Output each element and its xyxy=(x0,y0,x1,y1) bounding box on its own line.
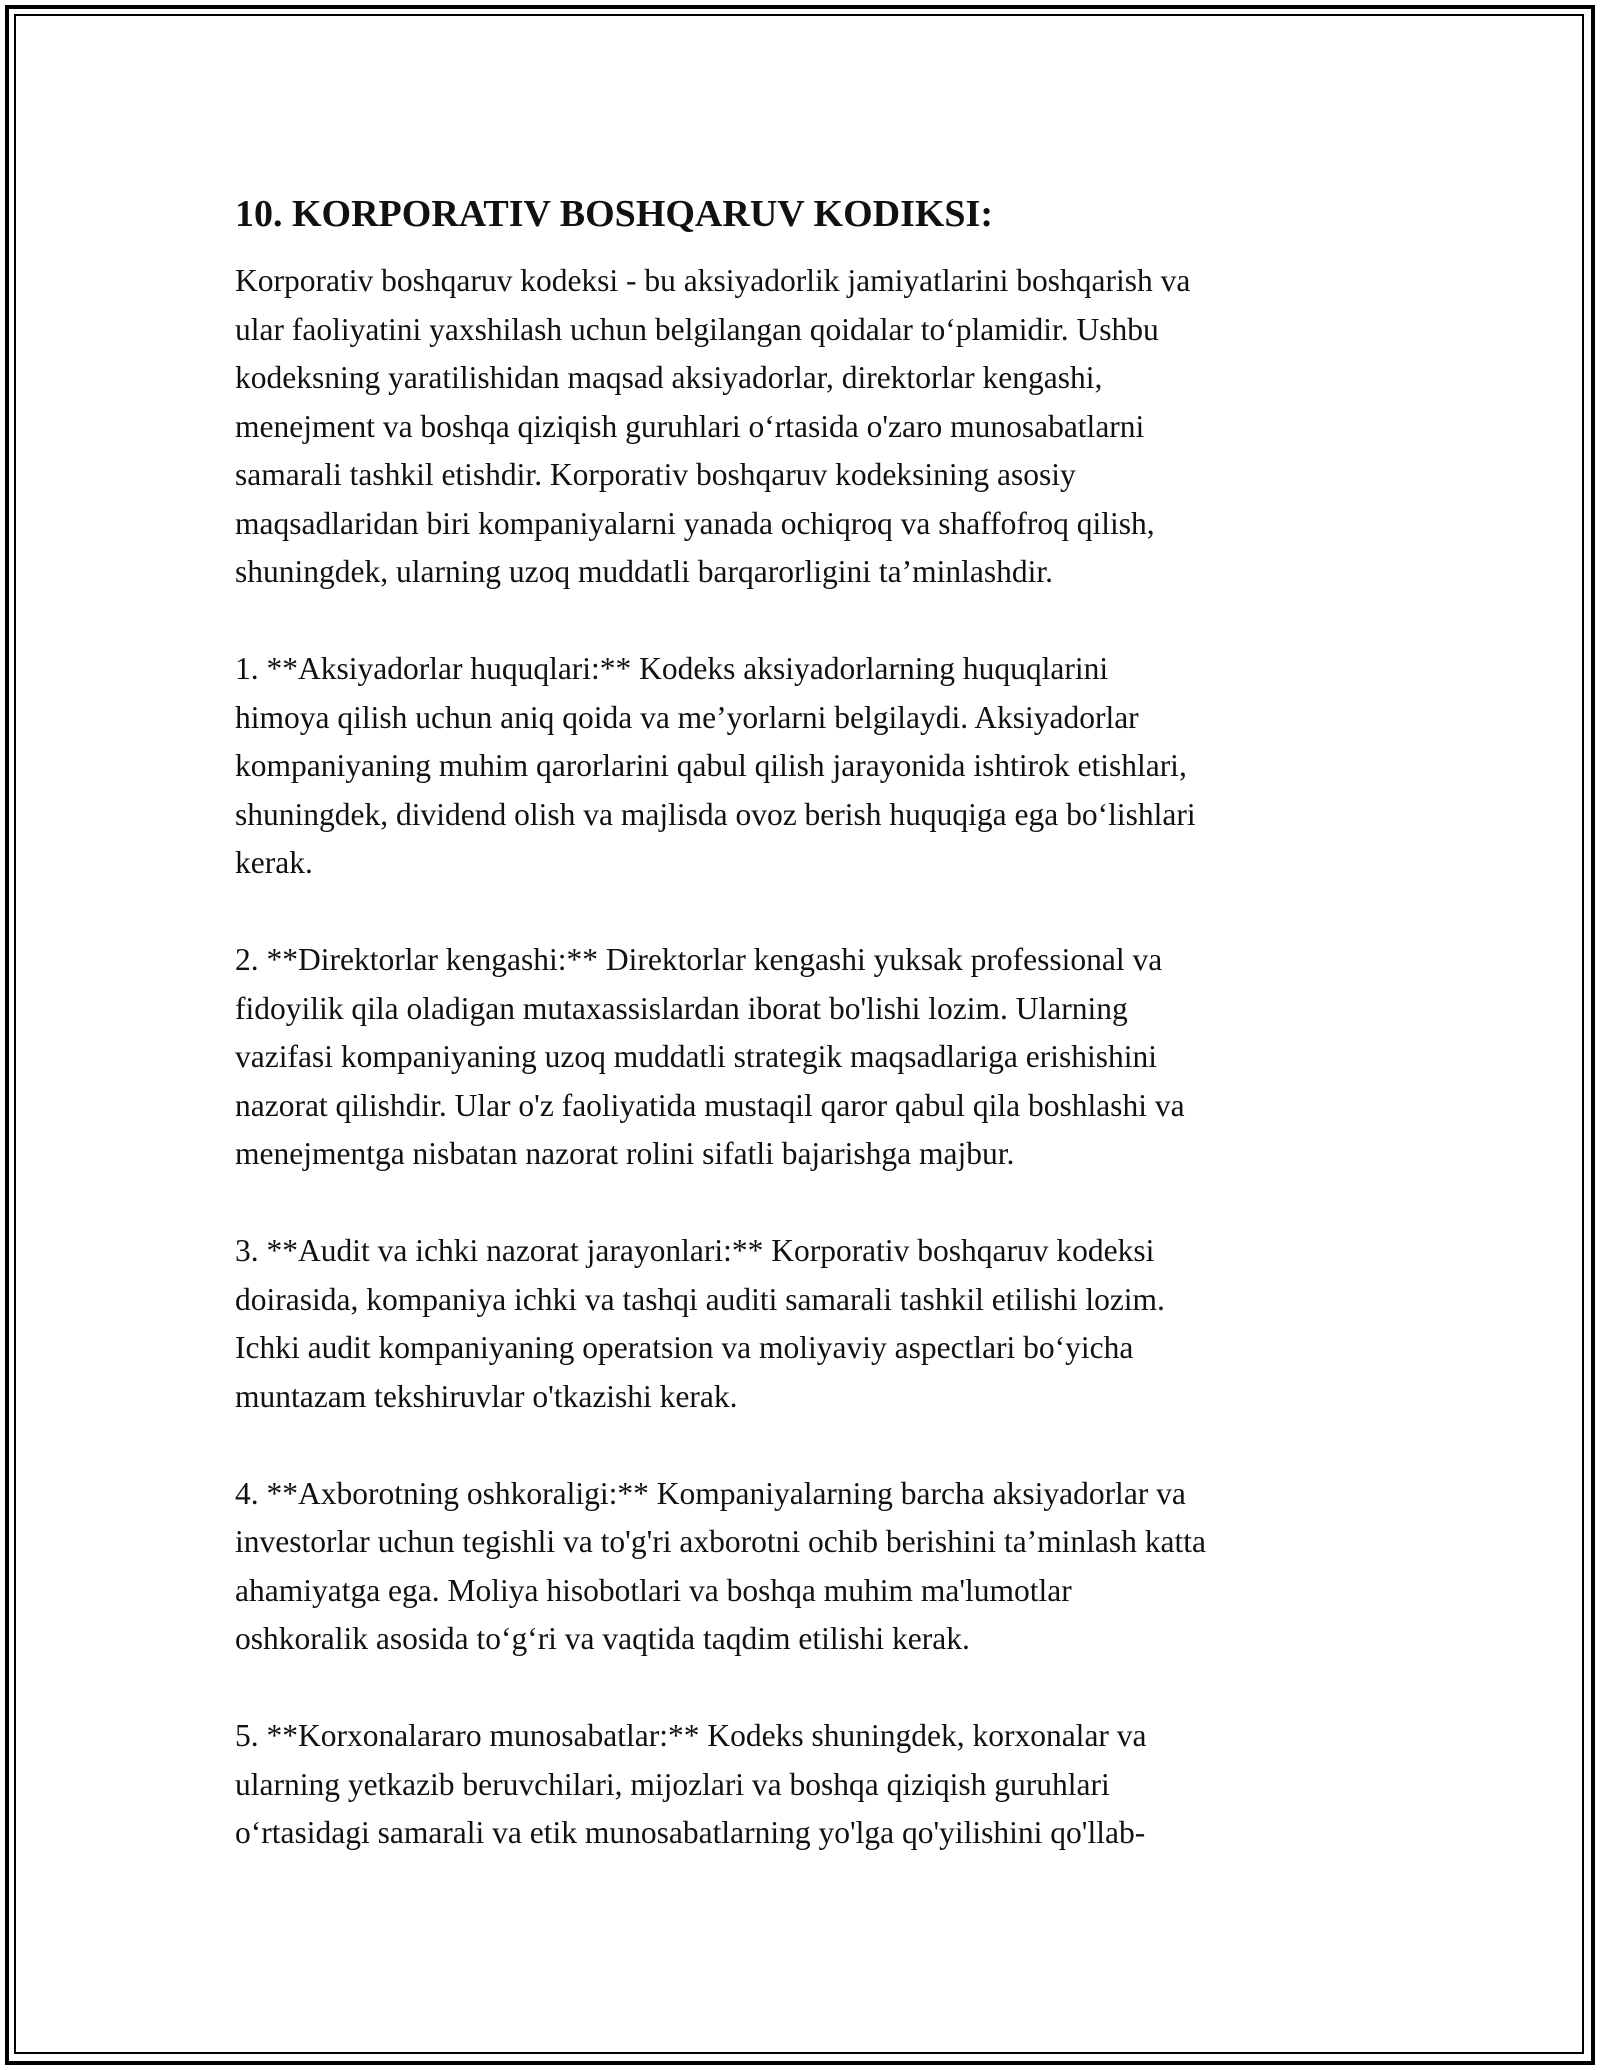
list-item-audit-control xyxy=(235,1227,1385,1421)
list-item-shareholder-rights xyxy=(235,645,1385,888)
text-line: investorlar uchun tegishli va to'g'ri axborotni ochib berishini ta’minlash katta xyxy=(235,1524,1207,1559)
text-line: 3. **Audit va ichki nazorat jarayonlari:** Korporativ boshqaruv kodeksi xyxy=(235,1233,1155,1268)
text-line: Korporativ boshqaruv kodeksi - bu aksiyadorlik jamiyatlarini boshqarish va xyxy=(235,263,1191,298)
text-line: kerak. xyxy=(235,845,313,880)
text-line: muntazam tekshiruvlar o'tkazishi kerak. xyxy=(235,1378,738,1414)
text-line: menejment va boshqa qiziqish guruhlari o‘rtasida o'zaro munosabatlarni xyxy=(235,408,1145,444)
text-line: nazorat qilishdir. Ular o'z faoliyatida mustaqil qaror qabul qila boshlashi va xyxy=(235,1087,1185,1123)
page-title: 10. KORPORATIV BOSHQARUV KODIKSI: xyxy=(235,193,993,235)
intro-paragraph xyxy=(235,257,1385,597)
text-line: maqsadlaridan biri kompaniyalarni yanada ochiqroq va shaffofroq qilish, xyxy=(235,505,1155,541)
text-line: ahamiyatga ega. Moliya hisobotlari va boshqa muhim ma'lumotlar xyxy=(235,1572,1072,1608)
text-line: 1. **Aksiyadorlar huquqlari:** Kodeks aksiyadorlarning huquqlarini xyxy=(235,651,1109,686)
text-line: ularning yetkazib beruvchilari, mijozlari va boshqa qiziqish guruhlari xyxy=(235,1766,1110,1802)
text-line: himoya qilish uchun aniq qoida va me’yorlarni belgilaydi. Aksiyadorlar xyxy=(235,699,1139,735)
text-line: vazifasi kompaniyaning uzoq muddatli strategik maqsadlariga erishishini xyxy=(235,1039,1158,1074)
text-line: menejmentga nisbatan nazorat rolini sifatli bajarishga majbur. xyxy=(235,1136,1015,1171)
list-item-inter-company-relations xyxy=(235,1712,1385,1858)
document-body xyxy=(235,188,1385,1906)
text-line: oshkoralik asosida to‘g‘ri va vaqtida taqdim etilishi kerak. xyxy=(235,1621,970,1656)
text-line: shuningdek, dividend olish va majlisda ovoz berish huquqiga ega bo‘lishlari xyxy=(235,796,1196,832)
text-line: samarali tashkil etishdir. Korporativ boshqaruv kodeksining asosiy xyxy=(235,457,1076,492)
text-line: shuningdek, ularning uzoq muddatli barqarorligini ta’minlashdir. xyxy=(235,554,1053,589)
text-line: ular faoliyatini yaxshilash uchun belgilangan qoidalar to‘plamidir. Ushbu xyxy=(235,311,1159,347)
text-line: 2. **Direktorlar kengashi:** Direktorlar kengashi yuksak professional va xyxy=(235,942,1163,977)
text-line: doirasida, kompaniya ichki va tashqi auditi samarali tashkil etilishi lozim. xyxy=(235,1281,1165,1317)
text-line: 4. **Axborotning oshkoraligi:** Kompaniyalarning barcha aksiyadorlar va xyxy=(235,1475,1186,1511)
text-line: o‘rtasidagi samarali va etik munosabatlarning yo'lga qo'yilishini qo'llab- xyxy=(235,1815,1146,1850)
text-line: 5. **Korxonalararo munosabatlar:** Kodeks shuningdek, korxonalar va xyxy=(235,1718,1147,1753)
text-line: kodeksning yaratilishidan maqsad aksiyadorlar, direktorlar kengashi, xyxy=(235,360,1103,395)
text-line: fidoyilik qila oladigan mutaxassislardan iborat bo'lishi lozim. Ularning xyxy=(235,990,1128,1026)
list-item-board-of-directors xyxy=(235,936,1385,1179)
list-item-disclosure xyxy=(235,1470,1385,1664)
text-line: kompaniyaning muhim qarorlarini qabul qilish jarayonida ishtirok etishlari, xyxy=(235,748,1187,783)
text-line: Ichki audit kompaniyaning operatsion va moliyaviy aspectlari bo‘yicha xyxy=(235,1330,1134,1365)
